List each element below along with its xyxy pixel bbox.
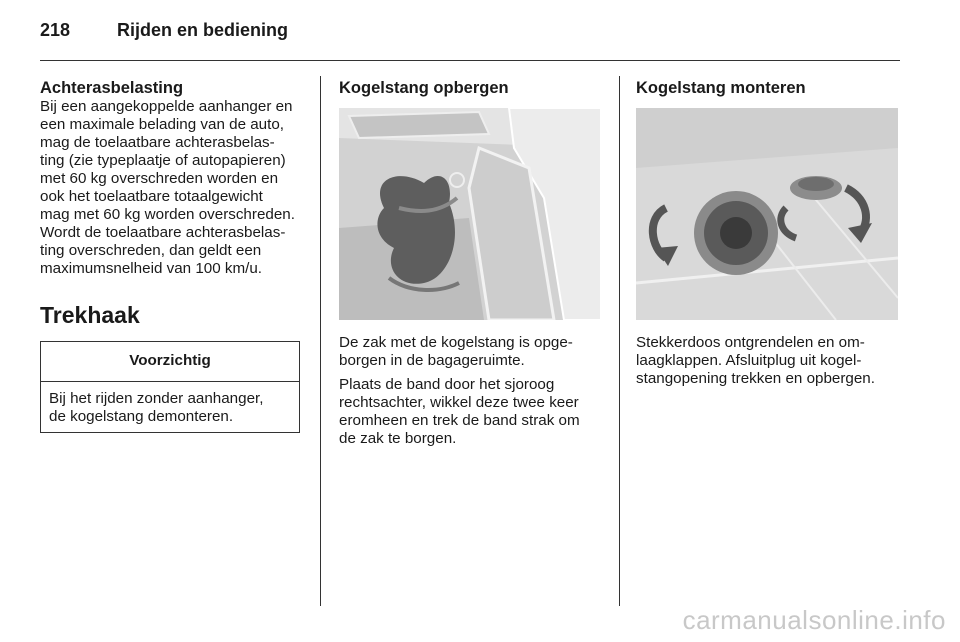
page-number: 218: [40, 20, 71, 40]
paragraph-1: [339, 334, 604, 370]
illustration-storage-bag: [339, 108, 601, 320]
caution-body: [41, 382, 299, 432]
storage-bag-illustration: [339, 108, 601, 320]
text-line: Bij het rijden zonder aanhanger,: [49, 390, 264, 407]
text-line: ting (zie typeplaatje of autopapieren): [40, 152, 286, 169]
text-line: mag de toelaatbare achterasbelas-: [40, 134, 275, 151]
column-1: [40, 78, 310, 433]
text-line: Stekkerdoos ontgrendelen en om-: [636, 334, 865, 351]
text-line: een maximale belading van de auto,: [40, 116, 285, 133]
page-title: Rijden en bediening: [117, 20, 289, 40]
column-divider-1: [320, 76, 321, 606]
text-line: ting overschreden, dan geldt een: [40, 242, 262, 259]
text-line: met 60 kg overschreden worden en: [40, 170, 279, 187]
socket-illustration: [636, 108, 898, 320]
text-line: Bij een aangekoppelde aanhanger en: [40, 98, 293, 115]
header-rule: [40, 60, 900, 61]
column-3: [636, 78, 901, 388]
heading-achterasbelasting: Achterasbelasting: [40, 79, 184, 97]
text-line: De zak met de kogelstang is opge-: [339, 334, 573, 351]
text-line: rechtsachter, wikkel deze twee keer: [339, 394, 579, 411]
caution-box: [40, 341, 300, 433]
column-divider-2: [619, 76, 620, 606]
caption-storage: [339, 334, 604, 448]
text-line: mag met 60 kg worden overschreden.: [40, 206, 295, 223]
text-line: stangopening trekken en opbergen.: [636, 370, 875, 387]
heading-kogelstang-opbergen: Kogelstang opbergen: [339, 79, 509, 97]
text-line: de zak te borgen.: [339, 430, 457, 447]
illustration-socket: [636, 108, 898, 320]
text-line: borgen in de bagageruimte.: [339, 352, 525, 369]
watermark: carmanualsonline.info: [682, 605, 946, 635]
paragraph-achterasbelasting: [40, 98, 310, 278]
text-line: de kogelstang demonteren.: [49, 408, 234, 425]
text-line: Wordt de toelaatbare achterasbelas-: [40, 224, 286, 241]
section-heading-trekhaak: Trekhaak: [40, 302, 140, 328]
heading-kogelstang-monteren: Kogelstang monteren: [636, 79, 806, 97]
text-line: ook het toelaatbare totaalgewicht: [40, 188, 263, 205]
text-line: maximumsnelheid van 100 km/u.: [40, 260, 263, 277]
paragraph-1: [636, 334, 901, 388]
text-line: eromheen en trek de band strak om: [339, 412, 580, 429]
text-line: laagklappen. Afsluitplug uit kogel-: [636, 352, 862, 369]
paragraph-2: [339, 376, 604, 448]
column-2: [339, 78, 604, 448]
text-line: Plaats de band door het sjoroog: [339, 376, 555, 393]
caution-label: Voorzichtig: [41, 342, 299, 382]
caption-mount: [636, 334, 901, 388]
